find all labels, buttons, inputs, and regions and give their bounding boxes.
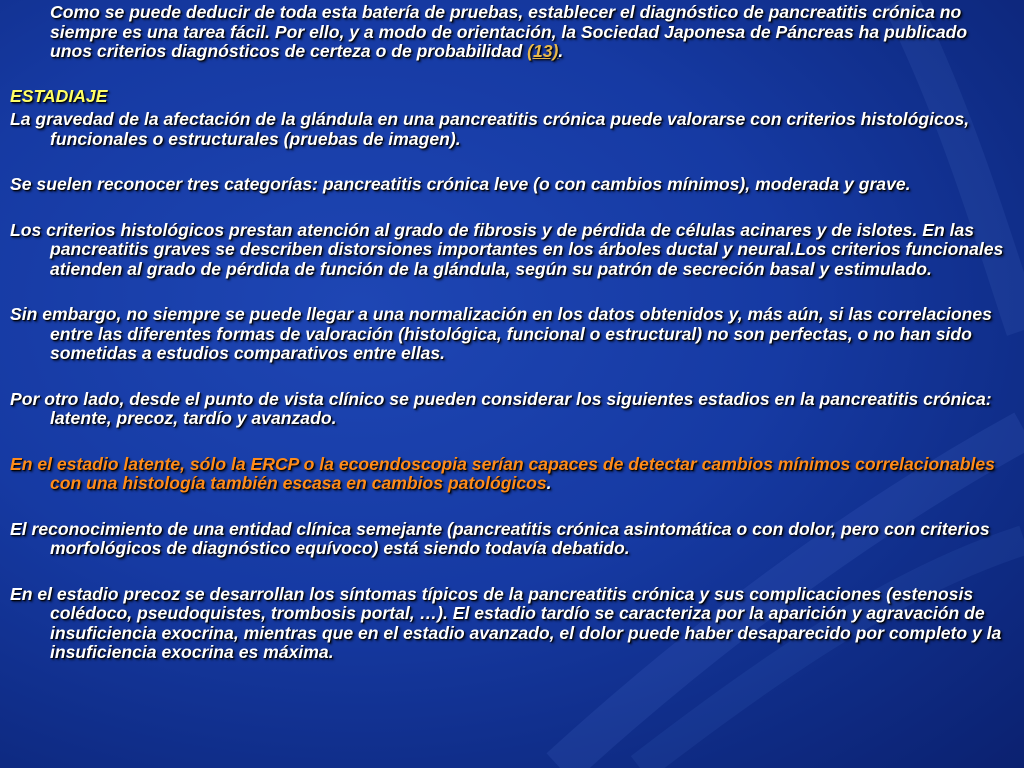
paragraph-histological-criteria: Los criterios histológicos prestan atención al grado de fibrosis y de pérdida de células acinares y de islotes. En las pancreatitis graves se describen distorsiones importantes en los árboles ductal y neural.Los criterios funcionales atienden al grado de pérdida de función de la glándula, según su patrón de secreción basal y estimulado. [10, 219, 1004, 279]
slide-body [10, 0, 1012, 663]
paragraph-categories: Se suelen reconocer tres categorías: pancreatitis crónica leve (o con cambios mínimos), moderada y grave. [10, 174, 911, 194]
paragraph-clinical-stages: Por otro lado, desde el punto de vista clínico se pueden considerar los siguientes estadios en la pancreatitis crónica: latente, precoz, tardío y avanzado. [10, 388, 992, 428]
intro-text: Como se puede deducir de toda esta batería de pruebas, establecer el diagnóstico de pancreatitis crónica no siempre es una tarea fácil. Por ello, y a modo de orientación, la Sociedad Japonesa de Páncreas ha publicado unos criterios diagnósticos de certeza o de probabilidad [50, 2, 968, 61]
paragraph-latent-stage [10, 455, 1012, 494]
section-heading: ESTADIAJE [10, 85, 108, 106]
latent-stage-text: En el estadio latente, sólo la ERCP o la ecoendoscopia serían capaces de detectar cambios mínimos correlacionables con una histología también escasa en cambios patológicos [10, 453, 995, 493]
paragraph-early-late-stages: En el estadio precoz se desarrollan los síntomas típicos de la pancreatitis crónica y sus complicaciones (estenosis colédoco, pseudoquistes, trombosis portal, …). El estadio tardío se caracteriza por la aparición y agravación de insuficiencia exocrina, mientras que en el estadio avanzado, el dolor puede haber desaparecido por completo y la insuficiencia exocrina es máxima. [10, 583, 1002, 662]
paragraph-clinical-entity: El reconocimiento de una entidad clínica semejante (pancreatitis crónica asintomática o con dolor, pero con criterios morfológicos de diagnóstico equívoco) está siendo todavía debatido. [10, 518, 990, 558]
paragraph-severity: La gravedad de la afectación de la glándula en una pancreatitis crónica puede valorarse con criterios histológicos, funcionales o estructurales (pruebas de imagen). [10, 109, 970, 149]
intro-end: . [558, 41, 564, 61]
latent-stage-end: . [546, 473, 552, 493]
intro-paragraph [10, 3, 1012, 62]
reference-link[interactable]: (13) [527, 41, 559, 61]
paragraph-normalization: Sin embargo, no siempre se puede llegar a una normalización en los datos obtenidos y, más aún, si las correlaciones entre las diferentes formas de valoración (histológica, funcional o estructural) no son perfectas, o no han sido sometidas a estudios comparativos entre ellas. [10, 304, 992, 363]
